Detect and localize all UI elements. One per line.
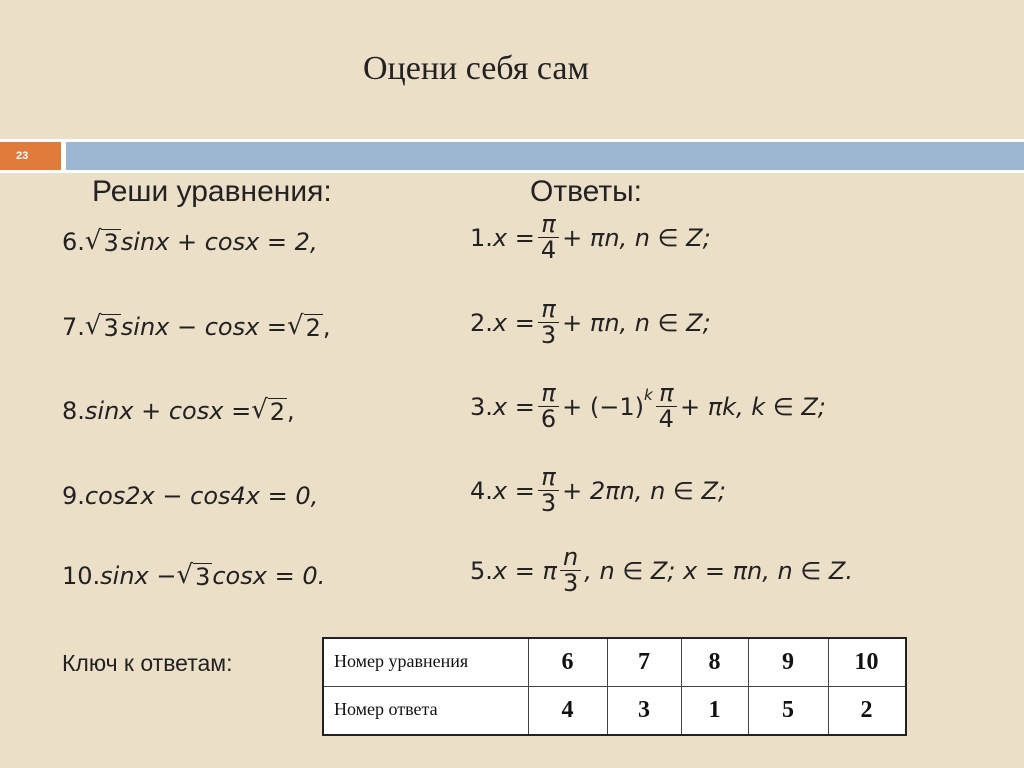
answer-1: [470, 212, 711, 263]
table-cell: 7: [607, 638, 681, 687]
equation-punct: ,: [322, 313, 331, 342]
answer-text: + πk, k ∈ Z;: [679, 392, 826, 421]
table-row: [323, 638, 906, 687]
table-cell: 9: [748, 638, 828, 687]
answer-4: [470, 465, 726, 516]
table-cell: 2: [828, 687, 906, 736]
answer-2: [470, 297, 711, 348]
equation-9: [62, 482, 318, 510]
table-cell: 10: [828, 638, 906, 687]
answer-number: 2.: [470, 308, 493, 337]
equation-number: 10.: [62, 562, 101, 591]
answer-text: + 2πn, n ∈ Z;: [562, 476, 726, 505]
equation-10: [62, 562, 325, 590]
answer-text: , n ∈ Z; x = πn, n ∈ Z.: [584, 556, 853, 585]
equation-text: cos2x − cos4x = 0,: [84, 482, 319, 510]
equation-text: sinx + cosx = 2,: [120, 228, 318, 257]
answer-number: 4.: [470, 476, 493, 505]
sqrt-symbol: √ 2: [287, 311, 321, 342]
sqrt-symbol: √ 3: [84, 311, 119, 342]
equation-number: 6.: [62, 228, 85, 257]
answer-5: [470, 545, 853, 596]
equation-text: cosx = 0.: [212, 562, 326, 591]
table-cell: 4: [528, 687, 607, 736]
slide-number: 23: [0, 142, 61, 170]
answer-number: 1.: [470, 223, 493, 252]
sqrt-symbol: √ 2: [251, 395, 286, 426]
equation-text: sinx −: [100, 562, 177, 591]
equation-punct: ,: [287, 397, 295, 426]
fraction: $\frac{\pi}{4}$: [538, 212, 559, 263]
equation-8: [62, 397, 295, 425]
answer-key-label: Ключ к ответам:: [62, 650, 233, 676]
answer-number: 3.: [470, 392, 493, 421]
row-label: Номер уравнения: [323, 638, 528, 687]
sqrt-symbol: √ 3: [176, 560, 211, 591]
fraction: $\frac{n}{3}$: [560, 545, 581, 596]
slide-title: Оцени себя сам: [362, 50, 590, 87]
fraction: $\frac{\pi}{3}$: [538, 297, 559, 348]
table-row: [323, 687, 906, 736]
equation-number: 7.: [62, 313, 85, 342]
answers-heading: Ответы:: [530, 175, 643, 208]
sqrt-symbol: √ 3: [84, 226, 119, 257]
table-cell: 5: [748, 687, 828, 736]
answer-text: x =: [492, 476, 535, 505]
table-cell: 8: [681, 638, 748, 687]
equations-heading: Реши уравнения:: [92, 175, 332, 208]
exponent: k: [643, 385, 653, 404]
table-cell: 1: [681, 687, 748, 736]
equation-number: 8.: [62, 397, 85, 426]
answer-number: 5.: [470, 556, 493, 585]
row-label: Номер ответа: [323, 687, 528, 736]
header-accent-bar: [66, 142, 1024, 170]
answer-text: x =: [492, 223, 535, 252]
equation-6: [62, 228, 318, 256]
fraction: $\frac{\pi}{6}$: [538, 381, 559, 432]
equation-number: 9.: [62, 482, 85, 510]
answer-text: x = π: [492, 556, 557, 585]
fraction: $\frac{\pi}{3}$: [538, 465, 559, 516]
table-cell: 6: [528, 638, 607, 687]
answer-text: x =: [492, 308, 535, 337]
table-cell: 3: [607, 687, 681, 736]
equation-text: sinx + cosx =: [84, 397, 252, 426]
answer-text: + (−1): [562, 392, 644, 421]
answer-text: + πn, n ∈ Z;: [562, 308, 711, 337]
answer-3: [470, 381, 826, 432]
fraction: $\frac{\pi}{4}$: [656, 381, 677, 432]
header-divider-bottom: [0, 170, 1024, 173]
equation-7: [62, 313, 331, 341]
answer-key-table: [322, 637, 907, 736]
equation-text: sinx − cosx =: [120, 313, 288, 342]
answer-text: x =: [492, 392, 535, 421]
answer-text: + πn, n ∈ Z;: [562, 223, 711, 252]
